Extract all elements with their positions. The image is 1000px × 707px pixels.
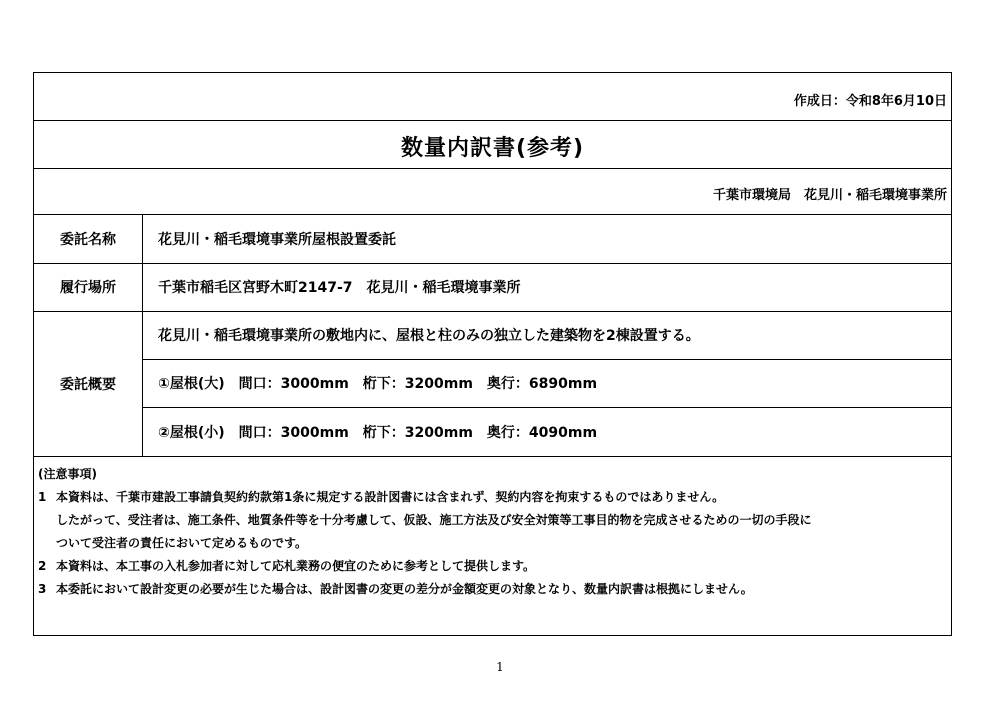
note-text: 本委託において設計変更の必要が生じた場合は、設計図書の変更の差分が金額変更の対象となり、数量内訳書は根拠にしません。	[56, 582, 753, 596]
info-table	[34, 215, 951, 457]
note-text: 本資料は、本工事の入札参加者に対して応札業務の便宜のために参考として提供します。	[56, 559, 536, 573]
note-item	[38, 488, 724, 505]
note-item	[38, 580, 753, 597]
document-title: 数量内訳書(参考)	[400, 136, 585, 161]
location-value: 千葉市稲毛区宮野木町2147-7 花見川・稲毛環境事業所	[158, 280, 521, 296]
note-text: ついて受注者の責任において定めるものです。	[56, 536, 308, 550]
note-item	[38, 534, 307, 551]
page-number: 1	[496, 660, 504, 674]
organization-row	[34, 169, 951, 215]
organization-name: 千葉市環境局 花見川・稲毛環境事業所	[712, 188, 947, 203]
overview-line: 花見川・稲毛環境事業所の敷地内に、屋根と柱のみの独立した建築物を2棟設置する。	[158, 328, 700, 344]
note-text: 本資料は、千葉市建設工事請負契約約款第1条に規定する設計図書には含まれず、契約内容を拘束するものではありません。	[56, 490, 725, 504]
note-item	[38, 511, 812, 528]
creation-date: 作成日：令和8年6月10日	[793, 94, 947, 109]
overview-line: ①屋根(大) 間口：3000mm 桁下：3200mm 奥行：6890mm	[158, 376, 598, 392]
name-value: 花見川・稲毛環境事業所屋根設置委託	[158, 232, 396, 248]
location-label: 履行場所	[34, 263, 143, 311]
document-sheet	[33, 72, 952, 636]
note-text: したがって、受注者は、施工条件、地質条件等を十分考慮して、仮設、施工方法及び安全対策等工事目的物を完成させるための一切の手段に	[56, 513, 812, 527]
name-label: 委託名称	[34, 215, 143, 263]
notes-heading: (注意事項)	[38, 467, 97, 481]
overview-label: 委託概要	[34, 311, 143, 456]
note-number: 1	[38, 490, 47, 504]
overview-line: ②屋根(小) 間口：3000mm 桁下：3200mm 奥行：4090mm	[158, 424, 598, 441]
date-row	[34, 73, 951, 121]
note-item	[38, 557, 535, 574]
note-number: 3	[38, 582, 47, 596]
note-number: 2	[38, 559, 47, 573]
title-row	[34, 121, 951, 169]
